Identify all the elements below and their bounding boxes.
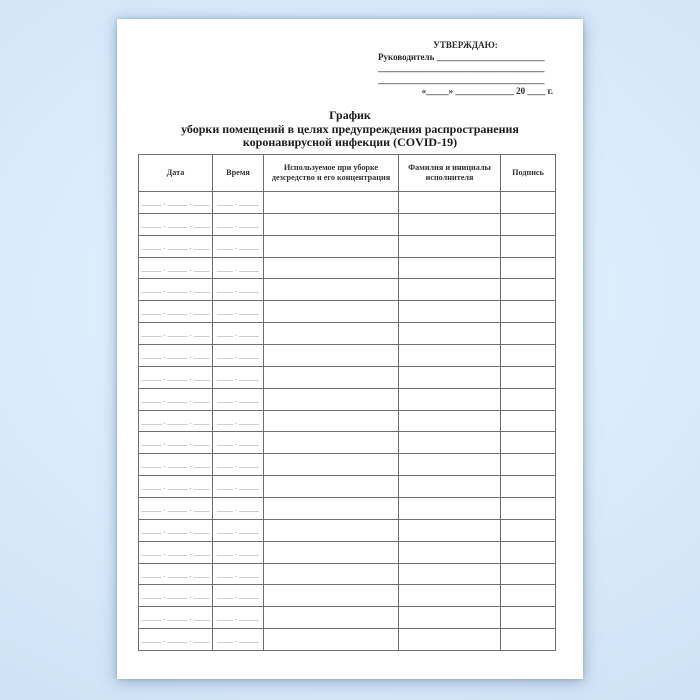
date-blank-cell: _____ . _____ . ____: [139, 454, 213, 476]
disinfectant-cell: [264, 432, 399, 454]
time-blank-cell: ____ . _____: [213, 366, 264, 388]
executor-cell: [399, 213, 501, 235]
executor-cell: [399, 607, 501, 629]
signature-cell: [501, 607, 556, 629]
date-blank-cell: _____ . _____ . ____: [139, 213, 213, 235]
title-line-3: коронавирусной инфекции (COVID-19): [242, 135, 458, 150]
date-blank-cell: _____ . _____ . ____: [139, 519, 213, 541]
executor-cell: [399, 366, 501, 388]
signature-cell: [501, 235, 556, 257]
time-blank-cell: ____ . _____: [213, 541, 264, 563]
date-blank-cell: _____ . _____ . ____: [139, 235, 213, 257]
date-blank-cell: _____ . _____ . ____: [139, 476, 213, 498]
time-blank-cell: ____ . _____: [213, 607, 264, 629]
time-blank-cell: ____ . _____: [213, 585, 264, 607]
date-blank-cell: _____ . _____ . ____: [139, 629, 213, 651]
signature-cell: [501, 476, 556, 498]
approval-head-label: Руководитель: [378, 51, 435, 62]
date-blank-cell: _____ . _____ . ____: [139, 301, 213, 323]
signature-cell: [501, 585, 556, 607]
time-blank-cell: ____ . _____: [213, 279, 264, 301]
time-blank-cell: ____ . _____: [213, 345, 264, 367]
signature-cell: [501, 454, 556, 476]
executor-cell: [399, 388, 501, 410]
table-row: [139, 345, 556, 367]
date-blank-cell: _____ . _____ . ____: [139, 345, 213, 367]
approval-blank-line: _____________________________________: [378, 74, 545, 85]
signature-cell: [501, 541, 556, 563]
table-row: [139, 432, 556, 454]
date-blank-cell: _____ . _____ . ____: [139, 366, 213, 388]
date-blank-cell: _____ . _____ . ____: [139, 410, 213, 432]
time-blank-cell: ____ . _____: [213, 323, 264, 345]
time-blank-cell: ____ . _____: [213, 257, 264, 279]
signature-cell: [501, 301, 556, 323]
approval-blank-line: _____________________________________: [378, 63, 545, 74]
disinfectant-cell: [264, 388, 399, 410]
time-blank-cell: ____ . _____: [213, 192, 264, 214]
approval-block: [378, 40, 553, 98]
disinfectant-cell: [264, 301, 399, 323]
date-blank-cell: _____ . _____ . ____: [139, 388, 213, 410]
date-blank-cell: _____ . _____ . ____: [139, 541, 213, 563]
approval-approve-label: УТВЕРЖДАЮ:: [433, 40, 498, 50]
date-blank-cell: _____ . _____ . ____: [139, 585, 213, 607]
column-header-time: Время: [213, 155, 264, 192]
table-row: [139, 498, 556, 520]
signature-cell: [501, 279, 556, 301]
table-row: [139, 410, 556, 432]
executor-cell: [399, 476, 501, 498]
time-blank-cell: ____ . _____: [213, 476, 264, 498]
disinfectant-cell: [264, 192, 399, 214]
table-row: [139, 476, 556, 498]
executor-cell: [399, 345, 501, 367]
signature-cell: [501, 432, 556, 454]
table-row: [139, 541, 556, 563]
executor-cell: [399, 629, 501, 651]
table-row: [139, 323, 556, 345]
time-blank-cell: ____ . _____: [213, 454, 264, 476]
disinfectant-cell: [264, 410, 399, 432]
table-row: [139, 388, 556, 410]
column-header-signature: Подпись: [501, 155, 556, 192]
signature-cell: [501, 323, 556, 345]
cleaning-schedule-table: [138, 154, 556, 651]
disinfectant-cell: [264, 454, 399, 476]
date-blank-cell: _____ . _____ . ____: [139, 279, 213, 301]
signature-cell: [501, 213, 556, 235]
signature-cell: [501, 498, 556, 520]
time-blank-cell: ____ . _____: [213, 410, 264, 432]
disinfectant-cell: [264, 366, 399, 388]
disinfectant-cell: [264, 629, 399, 651]
date-blank-cell: _____ . _____ . ____: [139, 192, 213, 214]
table-header-row: [139, 155, 556, 192]
executor-cell: [399, 235, 501, 257]
signature-cell: [501, 410, 556, 432]
time-blank-cell: ____ . _____: [213, 498, 264, 520]
date-blank-cell: _____ . _____ . ____: [139, 432, 213, 454]
disinfectant-cell: [264, 279, 399, 301]
executor-cell: [399, 279, 501, 301]
date-blank-cell: _____ . _____ . ____: [139, 323, 213, 345]
time-blank-cell: ____ . _____: [213, 388, 264, 410]
disinfectant-cell: [264, 323, 399, 345]
signature-cell: [501, 519, 556, 541]
time-blank-cell: ____ . _____: [213, 563, 264, 585]
table-row: [139, 585, 556, 607]
time-blank-cell: ____ . _____: [213, 235, 264, 257]
document-title: [117, 109, 583, 150]
table-row: [139, 366, 556, 388]
column-header-executor: Фамилия и инициалы исполнителя: [399, 155, 501, 192]
date-blank-cell: _____ . _____ . ____: [139, 563, 213, 585]
executor-cell: [399, 323, 501, 345]
executor-cell: [399, 454, 501, 476]
title-line-2: уборки помещений в целях предупреждения распространения: [181, 121, 519, 136]
executor-cell: [399, 585, 501, 607]
schedule-table-body: [139, 192, 556, 651]
table-row: [139, 519, 556, 541]
executor-cell: [399, 519, 501, 541]
date-blank-cell: _____ . _____ . ____: [139, 257, 213, 279]
disinfectant-cell: [264, 257, 399, 279]
signature-cell: [501, 563, 556, 585]
disinfectant-cell: [264, 585, 399, 607]
time-blank-cell: ____ . _____: [213, 432, 264, 454]
executor-cell: [399, 563, 501, 585]
approval-head-line: [378, 52, 553, 64]
table-row: [139, 629, 556, 651]
time-blank-cell: ____ . _____: [213, 629, 264, 651]
executor-cell: [399, 192, 501, 214]
signature-cell: [501, 388, 556, 410]
table-row: [139, 607, 556, 629]
signature-cell: [501, 629, 556, 651]
disinfectant-cell: [264, 498, 399, 520]
table-row: [139, 192, 556, 214]
table-row: [139, 235, 556, 257]
executor-cell: [399, 301, 501, 323]
signature-cell: [501, 192, 556, 214]
disinfectant-cell: [264, 541, 399, 563]
disinfectant-cell: [264, 213, 399, 235]
signature-cell: [501, 257, 556, 279]
column-header-disinfectant: Используемое при уборке дезсредство и его концентрация: [264, 155, 399, 192]
disinfectant-cell: [264, 476, 399, 498]
column-header-date: Дата: [139, 155, 213, 192]
table-row: [139, 301, 556, 323]
table-row: [139, 213, 556, 235]
table-row: [139, 454, 556, 476]
table-row: [139, 279, 556, 301]
disinfectant-cell: [264, 345, 399, 367]
title-line-1: График: [329, 108, 371, 122]
table-row: [139, 563, 556, 585]
executor-cell: [399, 541, 501, 563]
signature-cell: [501, 366, 556, 388]
executor-cell: [399, 257, 501, 279]
approval-date-line: «_____» _____________ 20 ____ г.: [421, 86, 553, 97]
disinfectant-cell: [264, 519, 399, 541]
executor-cell: [399, 498, 501, 520]
approval-head-blank: ________________________: [436, 51, 545, 62]
date-blank-cell: _____ . _____ . ____: [139, 498, 213, 520]
disinfectant-cell: [264, 563, 399, 585]
date-blank-cell: _____ . _____ . ____: [139, 607, 213, 629]
disinfectant-cell: [264, 607, 399, 629]
document-page: [117, 19, 583, 679]
disinfectant-cell: [264, 235, 399, 257]
signature-cell: [501, 345, 556, 367]
table-row: [139, 257, 556, 279]
time-blank-cell: ____ . _____: [213, 301, 264, 323]
executor-cell: [399, 410, 501, 432]
time-blank-cell: ____ . _____: [213, 213, 264, 235]
executor-cell: [399, 432, 501, 454]
time-blank-cell: ____ . _____: [213, 519, 264, 541]
